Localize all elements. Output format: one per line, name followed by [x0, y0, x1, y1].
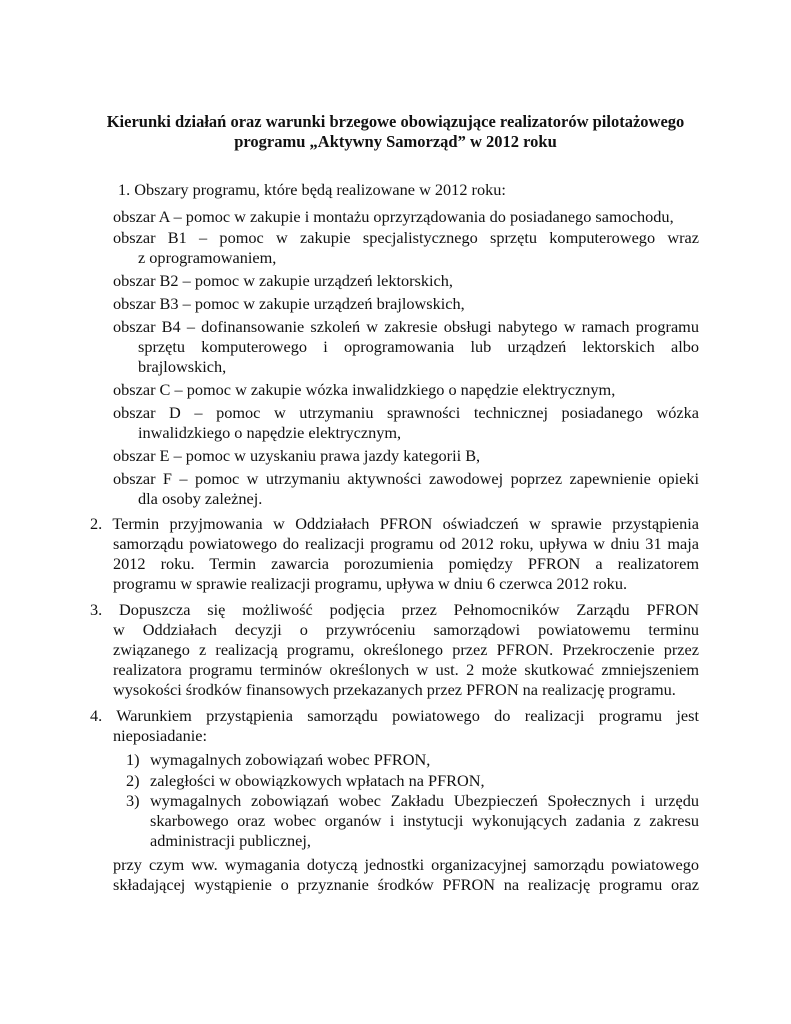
section3-line-2: w Oddziałach decyzji o przywróceniu samorządowi powiatowemu terminu: [113, 620, 699, 639]
section4-tail-line-2: składającej wystąpienie o przyznanie środków PFRON na realizację programu oraz: [113, 875, 699, 894]
area-c-line: obszar C – pomoc w zakupie wózka inwalidzkiego o napędzie elektrycznym,: [113, 380, 616, 399]
area-b3-line: obszar B3 – pomoc w zakupie urządzeń brajlowskich,: [113, 294, 465, 313]
section3-line-3: związanego z realizacją programu, określonego przez PFRON. Przekroczenie przez: [113, 640, 699, 659]
section4-line-2: nieposiadanie:: [113, 726, 208, 745]
list-item-3-cont-1: skarbowego oraz wobec organów i instytucji wykonujących zadania z zakresu: [150, 811, 699, 830]
section2-line-1: 2. Termin przyjmowania w Oddziałach PFRON oświadczeń w sprawie przystąpienia: [90, 514, 699, 533]
list-item-3-cont-2: administracji publicznej,: [150, 831, 311, 850]
section3-line-4: realizatora programu terminów określonych w ust. 2 może skutkować zmniejszeniem: [113, 660, 699, 679]
list-item-2-number: 2): [126, 771, 140, 790]
area-f-line: obszar F – pomoc w utrzymaniu aktywności zawodowej poprzez zapewnienie opieki: [113, 469, 699, 488]
list-item-2-text: zaległości w obowiązkowych wpłatach na PFRON,: [150, 771, 485, 790]
title-line-1: Kierunki działań oraz warunki brzegowe obowiązujące realizatorów pilotażowego: [106, 112, 685, 131]
area-b1-line: obszar B1 – pomoc w zakupie specjalistycznego sprzętu komputerowego wraz: [113, 228, 699, 247]
area-d-line: obszar D – pomoc w utrzymaniu sprawności technicznej posiadanego wózka: [113, 403, 699, 422]
area-b4-cont-1: sprzętu komputerowego i oprogramowania lub urządzeń lektorskich albo: [138, 337, 699, 356]
area-b1-cont: z oprogramowaniem,: [138, 248, 277, 267]
area-b4-line: obszar B4 – dofinansowanie szkoleń w zakresie obsługi nabytego w ramach programu: [113, 317, 699, 336]
area-b2-line: obszar B2 – pomoc w zakupie urządzeń lektorskich,: [113, 271, 453, 290]
list-item-1-text: wymagalnych zobowiązań wobec PFRON,: [150, 750, 431, 769]
list-item-3-text: wymagalnych zobowiązań wobec Zakładu Ubezpieczeń Społecznych i urzędu: [150, 791, 699, 810]
list-item-3-number: 3): [126, 791, 140, 810]
section3-line-1: 3. Dopuszcza się możliwość podjęcia przez Pełnomocników Zarządu PFRON: [90, 600, 699, 619]
area-e-line: obszar E – pomoc w uzyskaniu prawa jazdy kategorii B,: [113, 446, 481, 465]
document-title: [80, 112, 711, 152]
title-line-2: programu „Aktywny Samorząd” w 2012 roku: [234, 132, 557, 151]
section2-line-3: 2012 roku. Termin zawarcia porozumienia pomiędzy PFRON a realizatorem: [113, 554, 699, 573]
section4-tail-line-1: przy czym ww. wymagania dotyczą jednostki organizacyjnej samorządu powiatowego: [113, 855, 699, 874]
list-item-1-number: 1): [126, 750, 140, 769]
area-b4-cont-2: brajlowskich,: [138, 357, 227, 376]
area-f-cont: dla osoby zależnej.: [138, 489, 263, 508]
area-d-cont: inwalidzkiego o napędzie elektrycznym,: [138, 423, 402, 442]
section2-line-4: programu w sprawie realizacji programu, upływa w dniu 6 czerwca 2012 roku.: [113, 574, 628, 593]
section3-line-5: wysokości środków finansowych przekazanych przez PFRON na realizację programu.: [113, 680, 676, 699]
section4-line-1: 4. Warunkiem przystąpienia samorządu powiatowego do realizacji programu jest: [90, 706, 699, 725]
area-a-line: obszar A – pomoc w zakupie i montażu oprzyrządowania do posiadanego samochodu,: [113, 207, 674, 226]
section1-heading: 1. Obszary programu, które będą realizowane w 2012 roku:: [118, 180, 506, 199]
section2-line-2: samorządu powiatowego do realizacji programu od 2012 roku, upływa w dniu 31 maja: [113, 534, 699, 553]
